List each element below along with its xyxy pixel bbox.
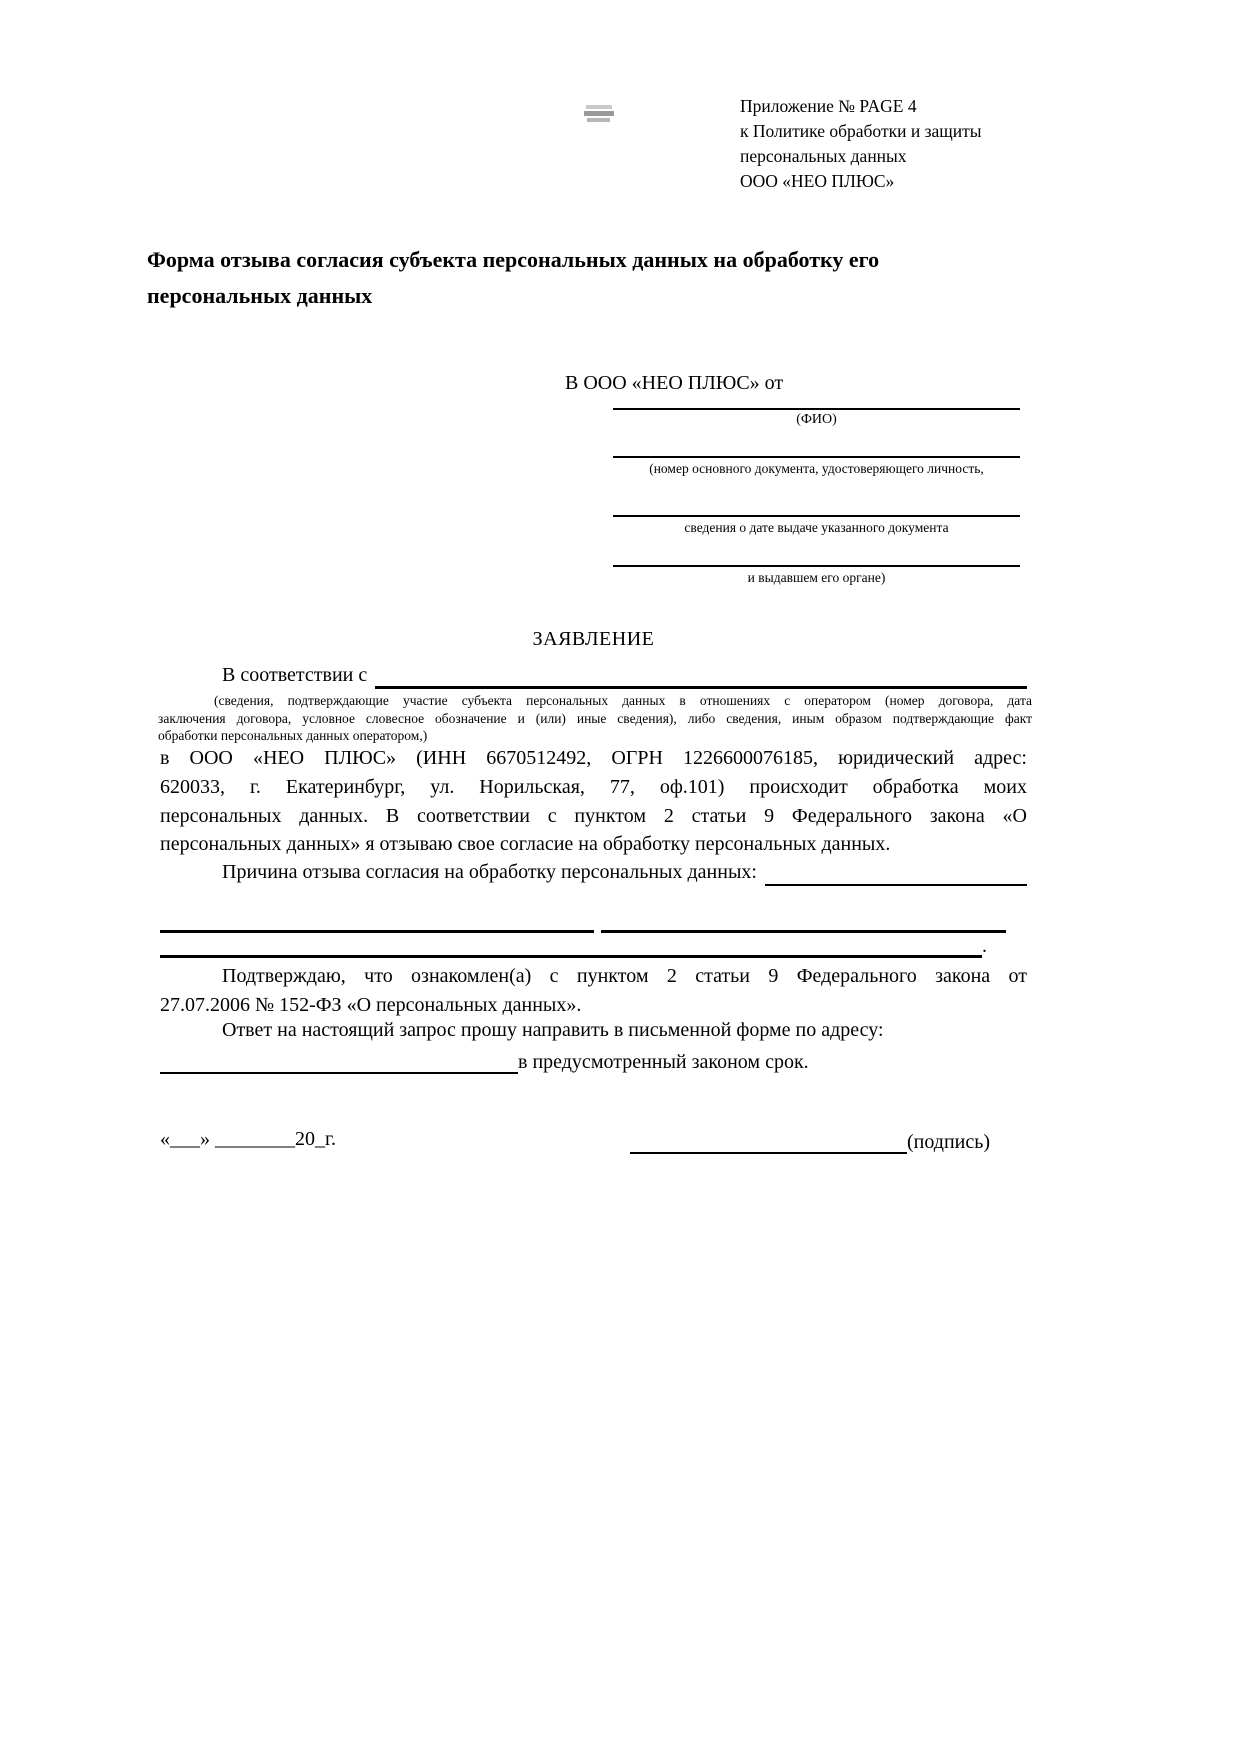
fine-print-line: (сведения, подтверждающие участие субъекта персональных данных в отношениях с оператором (номер договора, дата (214, 693, 1032, 708)
statement-body-line: персональных данных. В соответствии с пунктом 2 статьи 9 Федерального закона «О (160, 804, 1027, 827)
intro-blank-line (375, 662, 1027, 689)
reason-blank-row-1 (160, 906, 1006, 930)
signature-caption: (подпись) (907, 1131, 991, 1153)
reply-suffix: в предусмотренный законом срок. (518, 1051, 809, 1073)
date-line: «___» ________20_г. (160, 1128, 336, 1150)
statement-body (160, 744, 1027, 859)
intro-line (160, 662, 1027, 689)
issue-date-blank-line (613, 515, 1020, 517)
issuer-blank-line (613, 565, 1020, 567)
document-number-caption: (номер основного документа, удостоверяющего личность, (649, 461, 984, 476)
confirmation-line: Подтверждаю, что ознакомлен(а) с пунктом 2 статьи 9 Федерального закона от (222, 965, 1027, 987)
appendix-note-line: ООО «НЕО ПЛЮС» (740, 171, 895, 191)
statement-body-line: в ООО «НЕО ПЛЮС» (ИНН 6670512492, ОГРН 1226600076185, юридический адрес: (160, 747, 1027, 769)
appendix-note-line: Приложение № PAGE 4 (740, 96, 917, 116)
intro-prefix: В соответствии с (222, 664, 368, 686)
issue-date-caption: сведения о дате выдаче указанного документа (684, 520, 949, 535)
fio-blank-line (613, 408, 1020, 410)
reason-prefix: Причина отзыва согласия на обработку персональных данных: (222, 861, 757, 883)
reason-blank-line-2 (160, 931, 982, 958)
fine-print-line: заключения договора, условное словесное обозначение и (или) иные сведения), либо сведения, иным образом подтверждающие факт (158, 710, 1032, 726)
confirmation-line: 27.07.2006 № 152-ФЗ «О персональных данных». (160, 993, 582, 1016)
document-number-blank-line (613, 456, 1020, 458)
statement-body-line: 620033, г. Екатеринбург, ул. Норильская, 77, оф.101) происходит обработка моих (160, 775, 1027, 798)
appendix-note-line: персональных данных (740, 146, 907, 166)
document-title-line: персональных данных (147, 283, 373, 308)
statement-heading: ЗАЯВЛЕНИЕ (532, 628, 655, 650)
fine-print-line: обработки персональных данных оператором,) (158, 728, 428, 743)
statement-body-line: персональных данных» я отзываю свое согласие на обработку персональных данных. (160, 833, 891, 856)
blank-line-period: . (982, 935, 987, 957)
issuer-caption: и выдавшем его органе) (747, 570, 886, 585)
fio-caption: (ФИО) (796, 412, 837, 427)
signature-blank-line (630, 1128, 907, 1154)
document-title-line: Форма отзыва согласия субъекта персональных данных на обработку его (147, 247, 880, 272)
blurred-field-code-icon (584, 104, 614, 128)
document-title (147, 242, 1037, 314)
reason-line (160, 860, 1027, 886)
reply-address-blank-line (160, 1048, 518, 1074)
reply-request-line: Ответ на настоящий запрос прошу направить в письменной форме по адресу: (222, 1019, 884, 1041)
reason-blank-line (765, 860, 1027, 886)
reply-address-row (160, 1048, 809, 1074)
reason-blank-row-2 (160, 934, 987, 958)
signature-row (630, 1128, 990, 1154)
appendix-note (740, 94, 982, 194)
appendix-note-line: к Политике обработки и защиты (740, 121, 982, 141)
confirmation-paragraph (160, 962, 1027, 1019)
fine-print-note (158, 692, 1032, 745)
addressee-line: В ООО «НЕО ПЛЮС» от (565, 372, 784, 394)
